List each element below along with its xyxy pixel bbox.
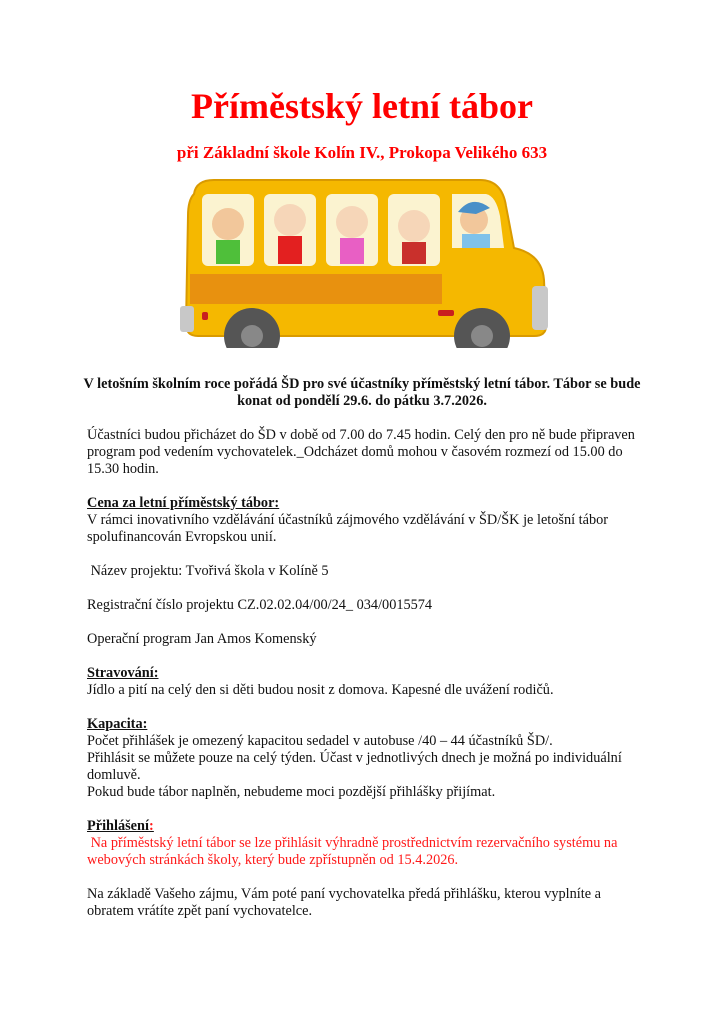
child-head: [212, 208, 244, 240]
bus-bumper: [532, 286, 548, 330]
page-subtitle: při Základní škole Kolín IV., Prokopa Velikého 633: [176, 143, 548, 162]
page-title: Příměstský letní tábor: [191, 86, 533, 126]
price-section: [87, 495, 647, 546]
child-head: [336, 206, 368, 238]
food-heading: Stravování:: [87, 665, 159, 681]
capacity-line: Pokud bude tábor naplněn, nebudeme moci pozdější přihlášky přijímat.: [87, 784, 496, 800]
driver-body: [462, 234, 490, 248]
capacity-line: Přihlásit se můžete pouze na celý týden. Účast v jednotlivých dnech je možná po individuální domluvě.: [87, 750, 622, 783]
project-name: Název projektu: Tvořivá škola v Kolíně 5: [87, 563, 329, 579]
project-registration: Registrační číslo projektu CZ.02.02.04/00/24_ 034/0015574: [87, 597, 433, 613]
capacity-line: Počet přihlášek je omezený kapacitou sedadel v autobuse /40 – 44 účastníků ŠD/.: [87, 733, 553, 749]
capacity-heading: Kapacita:: [87, 716, 148, 732]
wheel-hub: [241, 325, 263, 347]
registration-section: [87, 818, 647, 869]
child-head: [398, 210, 430, 242]
school-bus-illustration: [180, 176, 552, 348]
registration-heading-colon: :: [148, 818, 154, 834]
rear-bumper: [180, 306, 194, 332]
price-text: V rámci inovativního vzdělávání účastníků zájmového vzdělávání v ŠD/ŠK je letošní tábor spolufinancován Evropskou unií.: [87, 512, 609, 545]
food-section: [87, 665, 647, 699]
tail-light: [202, 312, 208, 320]
registration-heading: [87, 818, 647, 835]
child-body: [402, 242, 426, 264]
wheel-hub: [471, 325, 493, 347]
child-body: [340, 238, 364, 264]
registration-notice: Na příměstský letní tábor se lze přihlásit výhradně prostřednictvím rezervačního systému na webových stránkách školy, který bude zpřístupněn od 15.4.2026.: [87, 835, 621, 868]
bus-stripe: [190, 274, 442, 304]
tail-light: [438, 310, 454, 316]
child-body: [216, 240, 240, 264]
food-text: Jídlo a pití na celý den si děti budou nosit z domova. Kapesné dle uvážení rodičů.: [87, 682, 554, 698]
document-body: [83, 376, 647, 937]
registration-heading-text: Přihlášení: [87, 818, 149, 834]
child-body: [278, 236, 302, 264]
operational-program: Operační program Jan Amos Komenský: [87, 631, 317, 647]
child-head: [274, 204, 306, 236]
schedule-paragraph: Účastníci budou přicházet do ŠD v době od 7.00 do 7.45 hodin. Celý den pro ně bude připraven program pod vedením vychovatelek._Odcházet domů mohou v časovém rozmezí od 15.00 do 15.30 hodin.: [87, 427, 635, 477]
registration-text: Na základě Vašeho zájmu, Vám poté paní vychovatelka předá přihlášku, kterou vyplníte a obratem vrátíte zpět paní vychovatelce.: [87, 886, 601, 919]
capacity-section: [87, 716, 647, 801]
price-heading: Cena za letní příměstský tábor:: [87, 495, 280, 511]
intro-paragraph: V letošním školním roce pořádá ŠD pro své účastníky příměstský letní tábor. Tábor se bude konat od pondělí 29.6. do pátku 3.7.2026.: [83, 376, 641, 409]
